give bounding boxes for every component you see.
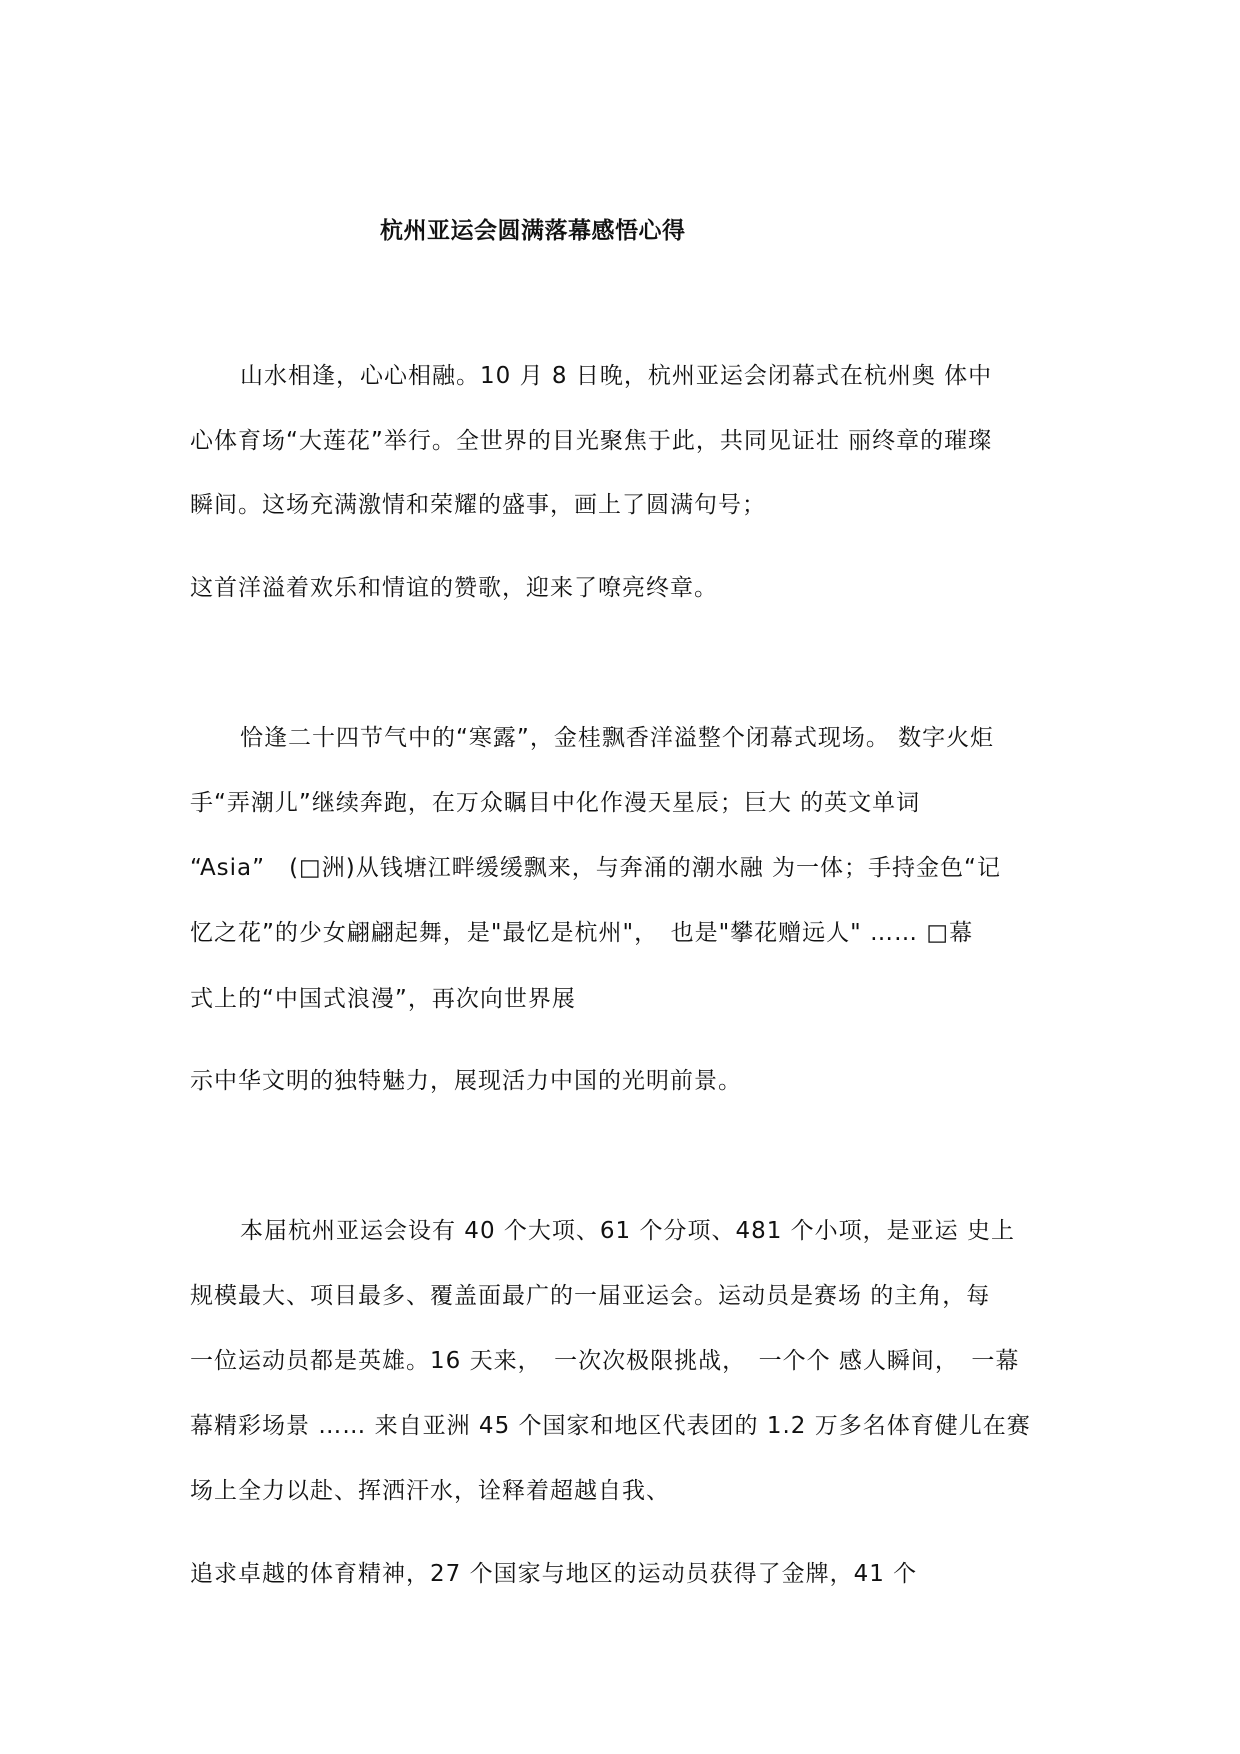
paragraph-3-line-5: 场上全力以赴、挥洒汗水，诠释着超越自我、 [190,1478,670,1504]
paragraph-3-line-2: 规模最大、项目最多、覆盖面最广的一届亚运会。运动员是赛场 的主角，每 [190,1283,991,1309]
paragraph-1-line-1: 山水相逢，心心相融。10 月 8 日晚，杭州亚运会闭幕式在杭州奥 体中 [240,363,993,389]
paragraph-2-line-1: 恰逢二十四节气中的“寒露”，金桂飘香洋溢整个闭幕式现场。 数字火炬 [240,725,995,751]
paragraph-2-line-2: 手“弄潮儿”继续奔跑，在万众瞩目中化作漫天星辰；巨大 的英文单词 [190,790,921,816]
paragraph-2-line-4: 忆之花”的少女翩翩起舞，是"最忆是杭州"， 也是"攀花赠远人" …… □幕 [190,920,974,946]
paragraph-1-line-2: 心体育场“大莲花”举行。全世界的目光聚焦于此，共同见证壮 丽终章的璀璨 [190,428,993,454]
paragraph-2-line-5: 式上的“中国式浪漫”，再次向世界展 [190,986,576,1012]
paragraph-2-line-6: 示中华文明的独特魅力，展现活力中国的光明前景。 [190,1068,742,1094]
paragraph-2-line-3: “Asia” (□洲)从钱塘江畔缓缓飘来，与奔涌的潮水融 为一体；手持金色“记 [190,855,1001,881]
paragraph-3-line-4: 幕精彩场景 …… 来自亚洲 45 个国家和地区代表团的 1.2 万多名体育健儿在赛 [190,1413,1031,1439]
paragraph-1-line-4: 这首洋溢着欢乐和情谊的赞歌，迎来了嘹亮终章。 [190,575,718,601]
paragraph-3-line-1: 本届杭州亚运会设有 40 个大项、61 个分项、481 个小项，是亚运 史上 [240,1218,1015,1244]
paragraph-1-line-3: 瞬间。这场充满激情和荣耀的盛事，画上了圆满句号； [190,492,766,518]
paragraph-3-line-6: 追求卓越的体育精神，27 个国家与地区的运动员获得了金牌，41 个 [190,1561,918,1587]
document-title: 杭州亚运会圆满落幕感悟心得 [380,218,686,244]
paragraph-3-line-3: 一位运动员都是英雄。16 天来， 一次次极限挑战， 一个个 感人瞬间， 一幕 [190,1348,1020,1374]
